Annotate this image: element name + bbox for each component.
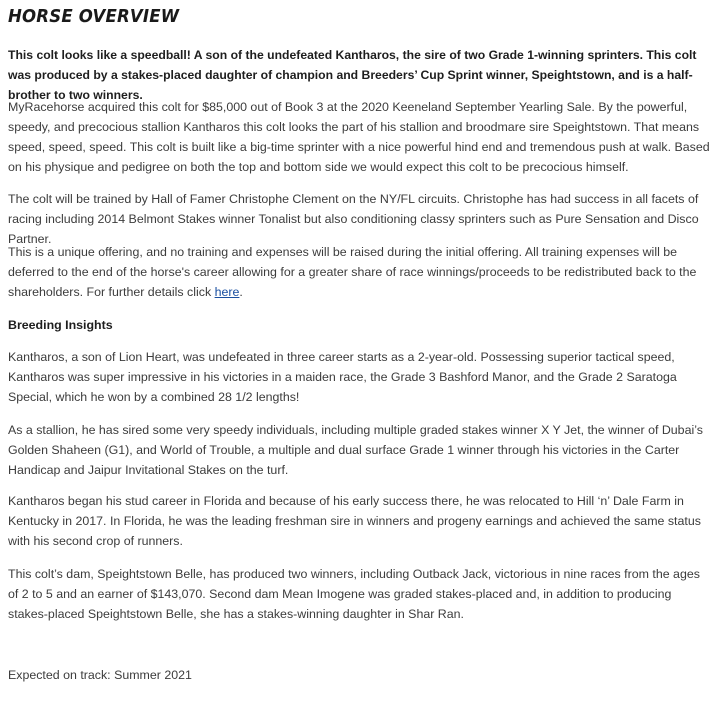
stud-career-paragraph: Kantharos began his stud career in Florida and because of his early success there, he was relocated to Hill ‘n’ Dale Farm in Kentucky in 2017. In Florida, he was the leading freshman sire in winners and progeny earnings and achieved the same status with his second crop of runners. (8, 494, 701, 548)
offering-end: . (239, 285, 243, 299)
offering-text: This is a unique offering, and no training and expenses will be raised during the initial offering. All training expenses will be deferred to the end of the horse's career allowing for a greater share of race winnings/proceeds to be redistributed back to the shareholders. For further details click (8, 245, 697, 299)
breeding-insights-heading: Breeding Insights (8, 318, 113, 332)
stallion-paragraph: As a stallion, he has sired some very speedy individuals, including multiple graded stakes winner X Y Jet, the winner of Dubai’s Golden Shaheen (G1), and World of Trouble, a multiple and dual surface Grade 1 winner through his victories in the Carter Handicap and Jaipur Invitational Stakes on the turf. (8, 423, 703, 477)
offering-paragraph (8, 242, 712, 302)
trainer-paragraph: The colt will be trained by Hall of Famer Christophe Clement on the NY/FL circuits. Christophe has had success in all facets of racing including 2014 Belmont Stakes winner Tonalist but also conditioning classy sprinters such as Pure Sensation and Disco Partner. (8, 192, 699, 246)
acquisition-paragraph: MyRacehorse acquired this colt for $85,000 out of Book 3 at the 2020 Keeneland September Yearling Sale. By the powerful, speedy, and precocious stallion Kantharos this colt looks the part of his stallion and broodmare sire Speightstown. That means speed, speed, speed. This colt is built like a big-time sprinter with a nice powerful hind end and tremendous push at walk. Based on his physique and pedigree on both the top and bottom side we would expect this colt to be precocious himself. (8, 100, 710, 174)
page-title: HORSE OVERVIEW (8, 6, 180, 27)
details-link[interactable]: here (214, 285, 240, 299)
lead-paragraph: This colt looks like a speedball! A son of the undefeated Kantharos, the sire of two Grade 1-winning sprinters. This colt was produced by a stakes-placed daughter of champion and Breeders’ Cup Sprint winner, Speightstown, and is a half-brother to two winners. (8, 48, 697, 102)
kantharos-paragraph: Kantharos, a son of Lion Heart, was undefeated in three career starts as a 2-year-old. Possessing superior tactical speed, Kantharos was super impressive in his victories in a maiden race, the Grade 3 Bashford Manor, and the Grade 2 Saratoga Special, which he won by a combined 28 1/2 lengths! (8, 350, 677, 404)
expected-on-track: Expected on track: Summer 2021 (8, 668, 192, 682)
dam-paragraph: This colt’s dam, Speightstown Belle, has produced two winners, including Outback Jack, victorious in nine races from the ages of 2 to 5 and an earner of $143,070. Second dam Mean Imogene was graded stakes-placed and, in addition to producing stakes-placed Speightstown Belle, she has a stakes-winning daughter in Shar Ran. (8, 567, 700, 621)
